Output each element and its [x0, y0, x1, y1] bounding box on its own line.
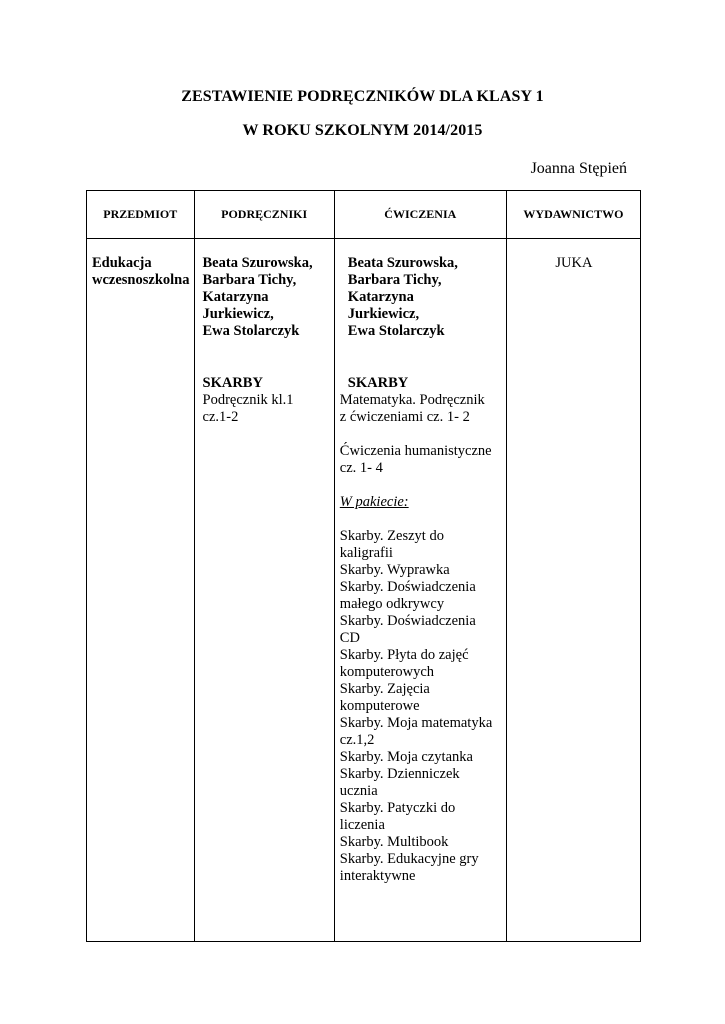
exercise-author: Ewa Stolarczyk [347, 323, 445, 339]
package-item: ucznia [339, 783, 378, 799]
package-item: Skarby. Zeszyt do [339, 528, 444, 544]
exercise-humanities: Ćwiczenia humanistyczne [339, 443, 492, 459]
cell-publisher [506, 239, 640, 942]
exercise-series: SKARBY [347, 375, 409, 391]
package-item: komputerowych [339, 664, 435, 680]
exercise-author: Jurkiewicz, [347, 306, 420, 322]
subject-line: wczesnoszkolna [92, 272, 190, 288]
publisher-name: JUKA [555, 255, 593, 271]
package-item: Skarby. Zajęcia [339, 681, 430, 697]
textbook-author: Jurkiewicz, [202, 306, 274, 322]
exercise-author: Beata Szurowska, [347, 255, 458, 271]
package-item: Skarby. Patyczki do [339, 800, 456, 816]
document-subtitle: W ROKU SZKOLNYM 2014/2015 [242, 122, 483, 139]
package-item: Skarby. Doświadczenia [339, 579, 476, 595]
package-list [340, 528, 502, 885]
package-item: kaligrafii [339, 545, 393, 561]
package-item: liczenia [339, 817, 385, 833]
package-item: Skarby. Wyprawka [339, 562, 450, 578]
column-header-publisher: WYDAWNICTWO [506, 191, 640, 239]
table-header-row [87, 191, 641, 239]
table-row [87, 239, 641, 942]
textbook-author: Katarzyna [202, 289, 269, 305]
package-item: Skarby. Multibook [339, 834, 449, 850]
column-header-subject: PRZEDMIOT [87, 191, 195, 239]
package-item: komputerowe [339, 698, 420, 714]
package-label: W pakiecie: [339, 494, 409, 510]
package-item: Skarby. Moja czytanka [339, 749, 473, 765]
package-item: Skarby. Dzienniczek [339, 766, 460, 782]
column-header-exercises: ĆWICZENIA [334, 191, 506, 239]
exercise-math: Matematyka. Podręcznik [339, 392, 485, 408]
textbook-author: Ewa Stolarczyk [202, 323, 300, 339]
package-item: Skarby. Płyta do zajęć [339, 647, 469, 663]
document-title: ZESTAWIENIE PODRĘCZNIKÓW DLA KLASY 1 [181, 88, 544, 105]
textbook-table [86, 190, 641, 942]
cell-exercises [334, 239, 506, 942]
package-item: Skarby. Doświadczenia [339, 613, 476, 629]
exercise-author: Barbara Tichy, [347, 272, 442, 288]
package-item: cz.1,2 [339, 732, 375, 748]
package-item: CD [339, 630, 360, 646]
package-item: Skarby. Edukacyjne gry [339, 851, 479, 867]
textbook-title: Podręcznik kl.1 [202, 392, 294, 408]
textbook-series: SKARBY [202, 375, 263, 391]
textbook-title: cz.1-2 [202, 409, 239, 425]
textbook-author: Barbara Tichy, [202, 272, 297, 288]
subject-line: Edukacja [92, 255, 152, 271]
package-item: Skarby. Moja matematyka [339, 715, 493, 731]
textbook-author: Beata Szurowska, [202, 255, 313, 271]
exercise-humanities: cz. 1- 4 [339, 460, 383, 476]
package-item: małego odkrywcy [339, 596, 445, 612]
author-name: Joanna Stępień [530, 160, 627, 177]
cell-textbooks [194, 239, 334, 942]
exercise-math: z ćwiczeniami cz. 1- 2 [339, 409, 470, 425]
cell-subject [87, 239, 195, 942]
package-item: interaktywne [339, 868, 416, 884]
column-header-textbooks: PODRĘCZNIKI [194, 191, 334, 239]
exercise-author: Katarzyna [347, 289, 414, 305]
